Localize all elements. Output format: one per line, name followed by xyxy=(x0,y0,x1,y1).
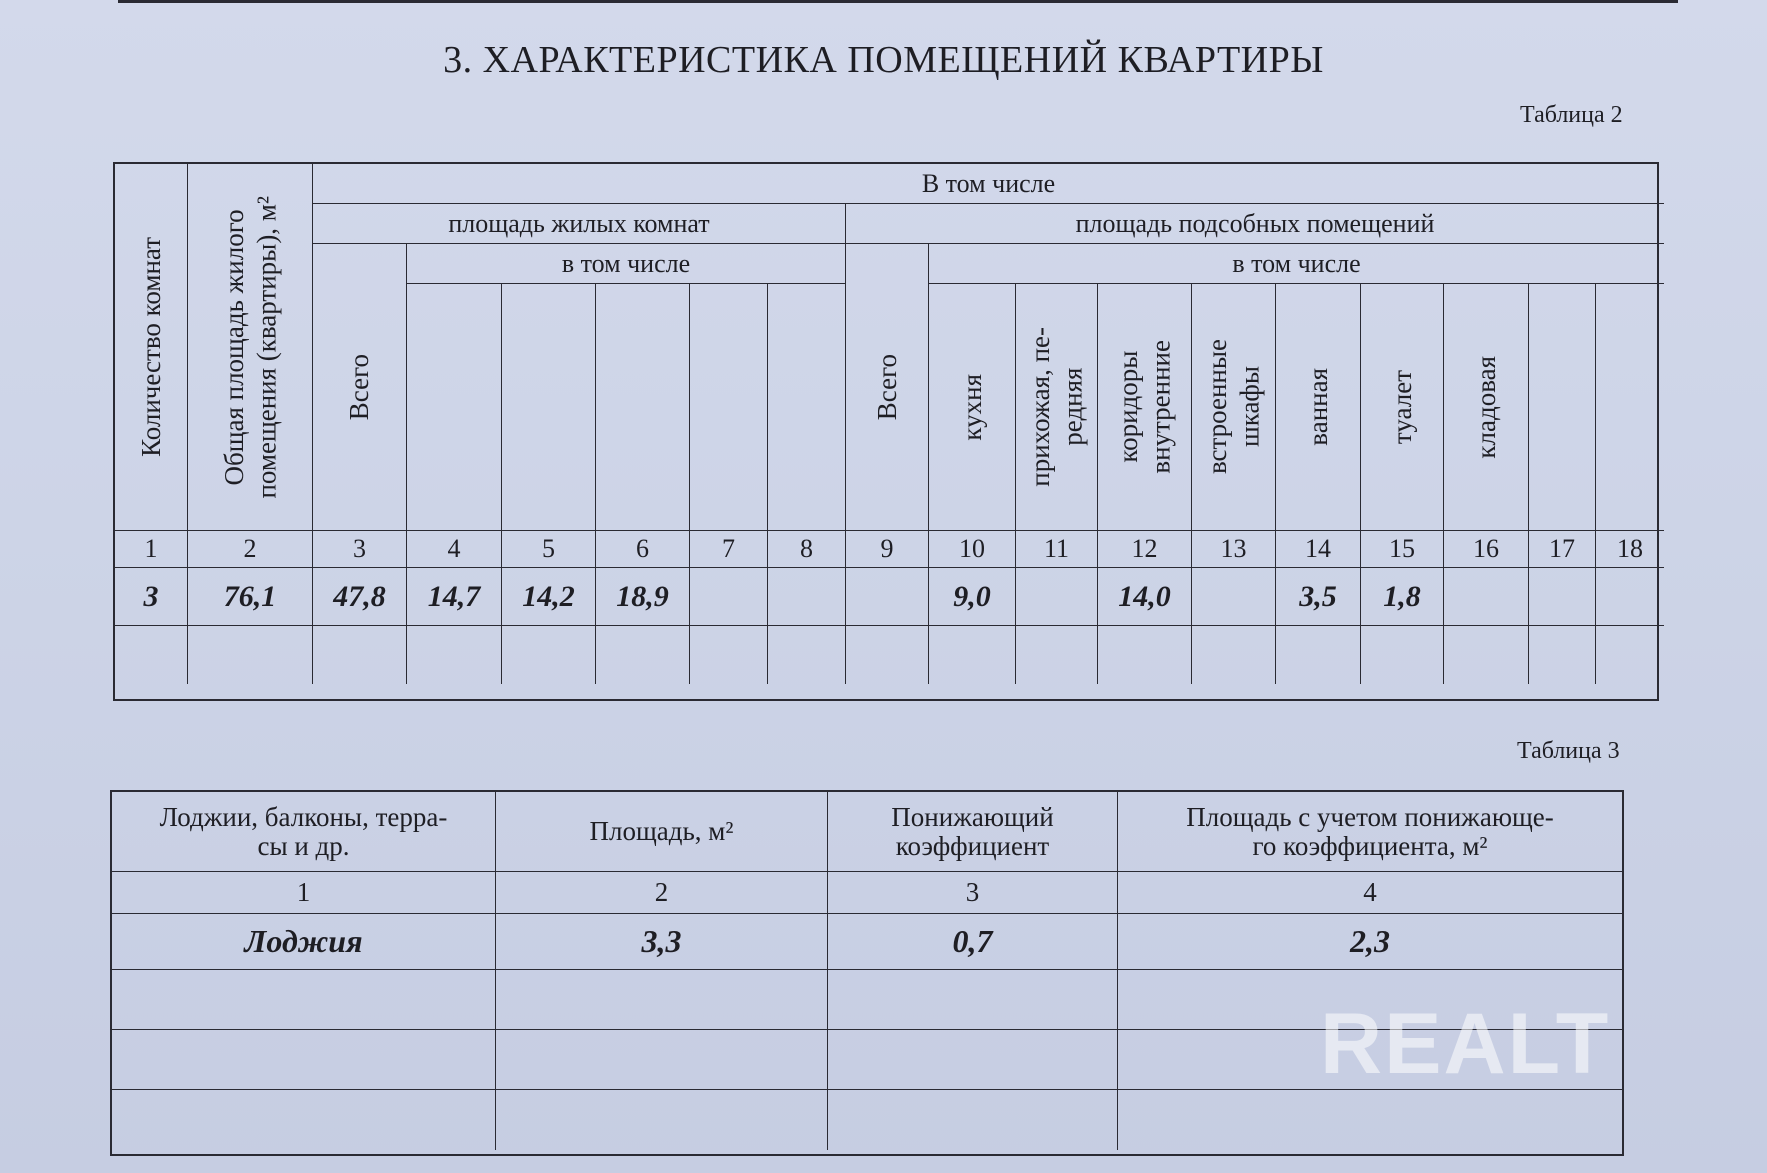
table-cell xyxy=(846,568,929,626)
table-cell: 14,7 xyxy=(407,568,502,626)
header-rooms-count: Количество комнат xyxy=(115,164,188,531)
table-cell: 9,0 xyxy=(929,568,1016,626)
table-cell: 3 xyxy=(115,568,188,626)
table2-caption: Таблица 2 xyxy=(1520,102,1623,128)
table-cell xyxy=(407,626,502,684)
table-cell xyxy=(188,626,313,684)
column-number: 12 xyxy=(1098,531,1192,568)
table-cell xyxy=(768,626,846,684)
header-utility-blank xyxy=(1596,284,1664,531)
column-number: 2 xyxy=(496,872,828,914)
table-cell: 47,8 xyxy=(313,568,407,626)
table-cell xyxy=(1596,626,1664,684)
column-number: 1 xyxy=(112,872,496,914)
table-cell xyxy=(112,1090,496,1150)
header-living-including: в том числе xyxy=(407,244,846,284)
column-number: 3 xyxy=(313,531,407,568)
column-number: 3 xyxy=(828,872,1118,914)
header-room-blank xyxy=(502,284,596,531)
column-number: 4 xyxy=(1118,872,1622,914)
table-cell xyxy=(1444,626,1529,684)
table-cell: Лоджия xyxy=(112,914,496,970)
table-cell xyxy=(502,626,596,684)
header-kitchen: кухня xyxy=(929,284,1016,531)
header-utility-including: в том числе xyxy=(929,244,1664,284)
table-cell xyxy=(1016,626,1098,684)
table-cell xyxy=(112,970,496,1030)
table-cell xyxy=(112,1030,496,1090)
table-cell xyxy=(496,1030,828,1090)
realt-watermark: REALT xyxy=(1320,996,1611,1092)
table3-header: Лоджии, балконы, терра- сы и др. xyxy=(112,792,496,872)
top-border-line xyxy=(118,0,1678,3)
column-number: 2 xyxy=(188,531,313,568)
table-cell: 1,8 xyxy=(1361,568,1444,626)
apartment-rooms-table xyxy=(113,162,1659,701)
table-cell xyxy=(690,568,768,626)
table-cell: 14,2 xyxy=(502,568,596,626)
table-cell xyxy=(496,1090,828,1150)
column-number: 8 xyxy=(768,531,846,568)
header-storage: кладовая xyxy=(1444,284,1529,531)
table-cell xyxy=(1361,626,1444,684)
column-number: 16 xyxy=(1444,531,1529,568)
table-cell xyxy=(596,626,690,684)
table-cell xyxy=(1529,568,1596,626)
table-cell xyxy=(929,626,1016,684)
table-cell xyxy=(768,568,846,626)
header-hallway: прихожая, пе- редняя xyxy=(1016,284,1098,531)
section-title: 3. ХАРАКТЕРИСТИКА ПОМЕЩЕНИЙ КВАРТИРЫ xyxy=(443,39,1324,81)
column-number: 5 xyxy=(502,531,596,568)
table-cell xyxy=(690,626,768,684)
table3-caption: Таблица 3 xyxy=(1517,738,1620,764)
table-cell: 3,3 xyxy=(496,914,828,970)
header-utility-area: площадь подсобных помещений xyxy=(846,204,1664,244)
column-number: 6 xyxy=(596,531,690,568)
header-bathroom: ванная xyxy=(1276,284,1361,531)
header-living-total: Всего xyxy=(313,244,407,531)
column-number: 9 xyxy=(846,531,929,568)
table-cell: 76,1 xyxy=(188,568,313,626)
table-cell: 14,0 xyxy=(1098,568,1192,626)
loggias-balconies-table xyxy=(110,790,1624,1156)
column-number: 13 xyxy=(1192,531,1276,568)
table-cell: 2,3 xyxy=(1118,914,1622,970)
table-cell xyxy=(1192,568,1276,626)
table3-header: Площадь, м² xyxy=(496,792,828,872)
table-cell xyxy=(1444,568,1529,626)
table-cell xyxy=(1276,626,1361,684)
table-cell xyxy=(1098,626,1192,684)
table-cell xyxy=(1529,626,1596,684)
table3-header: Площадь с учетом понижающе- го коэффициента, м² xyxy=(1118,792,1622,872)
header-room-blank xyxy=(768,284,846,531)
table-cell xyxy=(828,1030,1118,1090)
table-cell xyxy=(846,626,929,684)
table-cell xyxy=(1596,568,1664,626)
table-cell: 0,7 xyxy=(828,914,1118,970)
header-utility-blank xyxy=(1529,284,1596,531)
header-corridors: коридоры внутренние xyxy=(1098,284,1192,531)
table-cell: 18,9 xyxy=(596,568,690,626)
column-number: 17 xyxy=(1529,531,1596,568)
header-total-area: Общая площадь жилого помещения (квартиры), м² xyxy=(188,164,313,531)
table-cell xyxy=(1016,568,1098,626)
column-number: 7 xyxy=(690,531,768,568)
header-room-blank xyxy=(690,284,768,531)
table-cell xyxy=(1118,1090,1622,1150)
table-cell xyxy=(1192,626,1276,684)
header-room-blank xyxy=(596,284,690,531)
header-built-in-closets: встроенные шкафы xyxy=(1192,284,1276,531)
column-number: 4 xyxy=(407,531,502,568)
table-cell xyxy=(828,1090,1118,1150)
column-number: 10 xyxy=(929,531,1016,568)
table3-header: Понижающий коэффициент xyxy=(828,792,1118,872)
table-cell xyxy=(115,626,188,684)
column-number: 15 xyxy=(1361,531,1444,568)
header-utility-total: Всего xyxy=(846,244,929,531)
header-including: В том числе xyxy=(313,164,1664,204)
column-number: 14 xyxy=(1276,531,1361,568)
column-number: 11 xyxy=(1016,531,1098,568)
table-cell xyxy=(313,626,407,684)
table-cell: 3,5 xyxy=(1276,568,1361,626)
header-toilet: туалет xyxy=(1361,284,1444,531)
header-room-blank xyxy=(407,284,502,531)
table-cell xyxy=(828,970,1118,1030)
column-number: 18 xyxy=(1596,531,1664,568)
header-living-area: площадь жилых комнат xyxy=(313,204,846,244)
column-number: 1 xyxy=(115,531,188,568)
table-cell xyxy=(496,970,828,1030)
